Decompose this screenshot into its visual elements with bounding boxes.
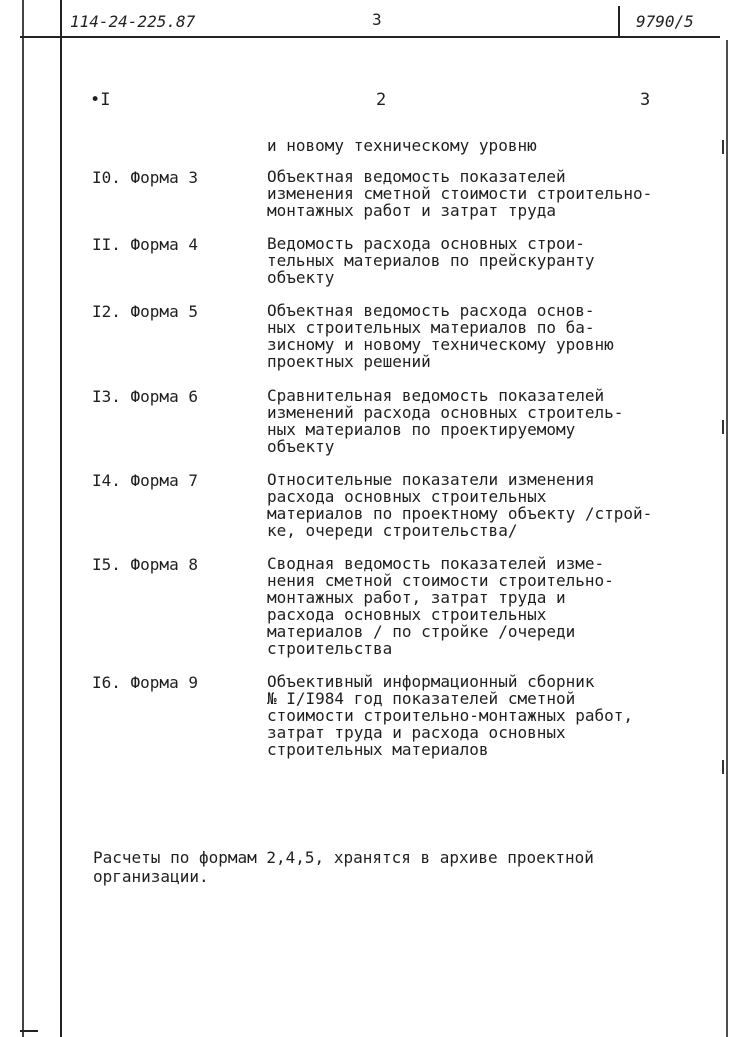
frame-right-line xyxy=(726,40,728,1037)
item-number: I0. Форма 3 xyxy=(92,168,198,187)
header-separator-1 xyxy=(60,8,62,38)
item-number: I6. Форма 9 xyxy=(92,673,198,692)
item-number: I5. Форма 8 xyxy=(92,555,198,574)
header-rule xyxy=(20,36,720,38)
right-margin-tick xyxy=(722,760,724,774)
sheet-number: 9790/5 xyxy=(636,12,694,31)
item-number: I2. Форма 5 xyxy=(92,302,198,321)
document-code: 114-24-225.87 xyxy=(70,12,196,31)
item-description: Сводная ведомость показателей изме- нения сметной стоимости строительно- монтажных работ, затрат труда и расхода основных строительных материалов / по стройке /очереди строительства xyxy=(267,554,614,658)
header-separator-2 xyxy=(618,6,620,38)
column-heading-2: 2 xyxy=(376,90,387,110)
item-description: Ведомость расхода основных строи- тельных материалов по прейскуранту объекту xyxy=(267,234,595,287)
item-number: I4. Форма 7 xyxy=(92,471,198,490)
column-heading-1: •I xyxy=(90,90,111,110)
item-description: Относительные показатели изменения расхода основных строительных материалов по проектному объекту /строй- ке, очереди строительства/ xyxy=(267,470,653,540)
right-margin-tick xyxy=(722,140,724,154)
frame-left-line-inner xyxy=(60,0,62,1037)
item-description: Объективный информационный сборник № I/I984 год показателей сметной стоимости строительно-монтажных работ, затрат труда и расхода основных строительных материалов xyxy=(267,672,634,759)
frame-left-line-outer xyxy=(22,0,24,1037)
item-description: Сравнительная ведомость показателей изменений расхода основных строитель- ных материалов по проектируемому объекту xyxy=(267,386,624,456)
continuation-text: и новому техническому уровню xyxy=(267,136,537,155)
page-number: 3 xyxy=(372,10,382,29)
item-number: II. Форма 4 xyxy=(92,235,198,254)
item-description: Объектная ведомость показателей изменения сметной стоимости строительно- монтажных работ и затрат труда xyxy=(267,167,653,220)
item-number: I3. Форма 6 xyxy=(92,387,198,406)
right-margin-tick xyxy=(722,420,724,434)
footer-note: Расчеты по формам 2,4,5, хранятся в архиве проектной организации. xyxy=(93,848,594,886)
item-description: Объектная ведомость расхода основ- ных строительных материалов по ба- зисному и новому техническому уровню проектных решений xyxy=(267,301,614,371)
bottom-left-mark xyxy=(20,1030,38,1032)
column-heading-3: 3 xyxy=(640,90,651,110)
